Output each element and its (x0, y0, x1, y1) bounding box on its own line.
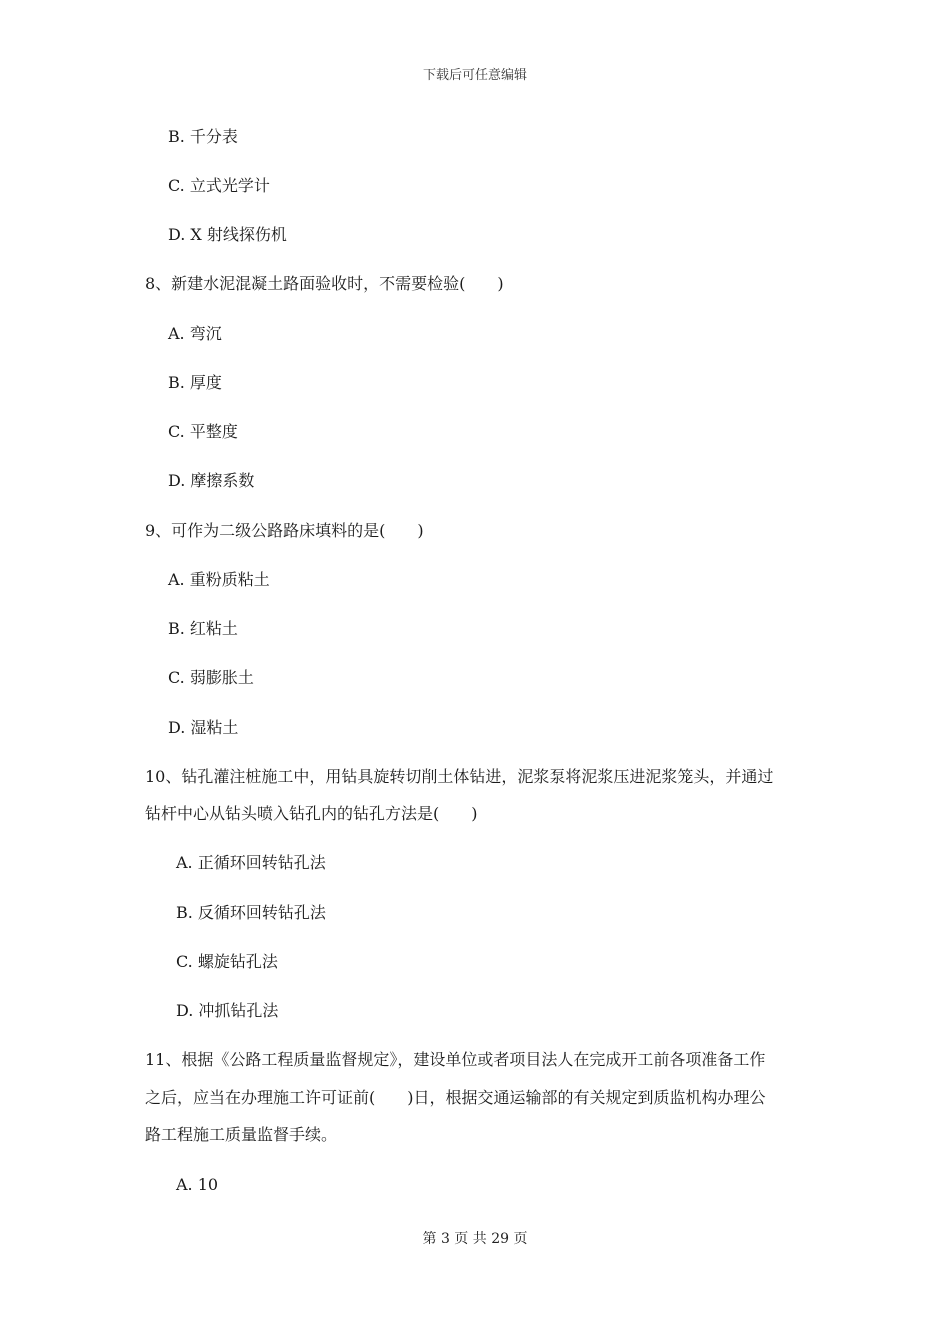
q8-option-b: B. 厚度 (168, 373, 222, 392)
q7-option-c: C. 立式光学计 (168, 176, 270, 195)
q9-option-a: A. 重粉质粘土 (168, 570, 270, 589)
q8-option-c: C. 平整度 (168, 422, 238, 441)
page-header: 下载后可任意编辑 (422, 68, 527, 83)
q10-stem-line2: 钻杆中心从钻头喷入钻孔内的钻孔方法是( ) (145, 804, 478, 823)
q8-option-a: A. 弯沉 (168, 324, 222, 343)
q10-option-d: D. 冲抓钻孔法 (176, 1001, 279, 1020)
q10-option-a: A. 正循环回转钻孔法 (176, 853, 326, 872)
q8-stem: 8、新建水泥混凝土路面验收时，不需要检验( ) (145, 274, 504, 293)
q9-option-d: D. 湿粘土 (168, 718, 239, 737)
q9-stem: 9、可作为二级公路路床填料的是( ) (145, 521, 424, 540)
q9-option-c: C. 弱膨胀土 (168, 668, 254, 687)
q7-option-d: D. X 射线探伤机 (168, 225, 287, 244)
q11-stem-line3: 路工程施工质量监督手续。 (145, 1125, 338, 1144)
q10-option-c: C. 螺旋钻孔法 (176, 952, 278, 971)
page-footer: 第 3 页 共 29 页 (422, 1231, 528, 1247)
q8-option-d: D. 摩擦系数 (168, 471, 255, 490)
q10-option-b: B. 反循环回转钻孔法 (176, 903, 326, 922)
q9-option-b: B. 红粘土 (168, 619, 238, 638)
q11-stem-line1: 11、根据《公路工程质量监督规定》，建设单位或者项目法人在完成开工前各项准备工作 (145, 1050, 766, 1069)
q7-option-b: B. 千分表 (168, 127, 238, 146)
q11-stem-line2: 之后，应当在办理施工许可证前( )日，根据交通运输部的有关规定到质监机构办理公 (145, 1088, 766, 1107)
q10-stem-line1: 10、钻孔灌注桩施工中，用钻具旋转切削土体钻进，泥浆泵将泥浆压进泥浆笼头，并通过 (145, 767, 774, 786)
q11-option-a: A. 10 (176, 1175, 219, 1194)
